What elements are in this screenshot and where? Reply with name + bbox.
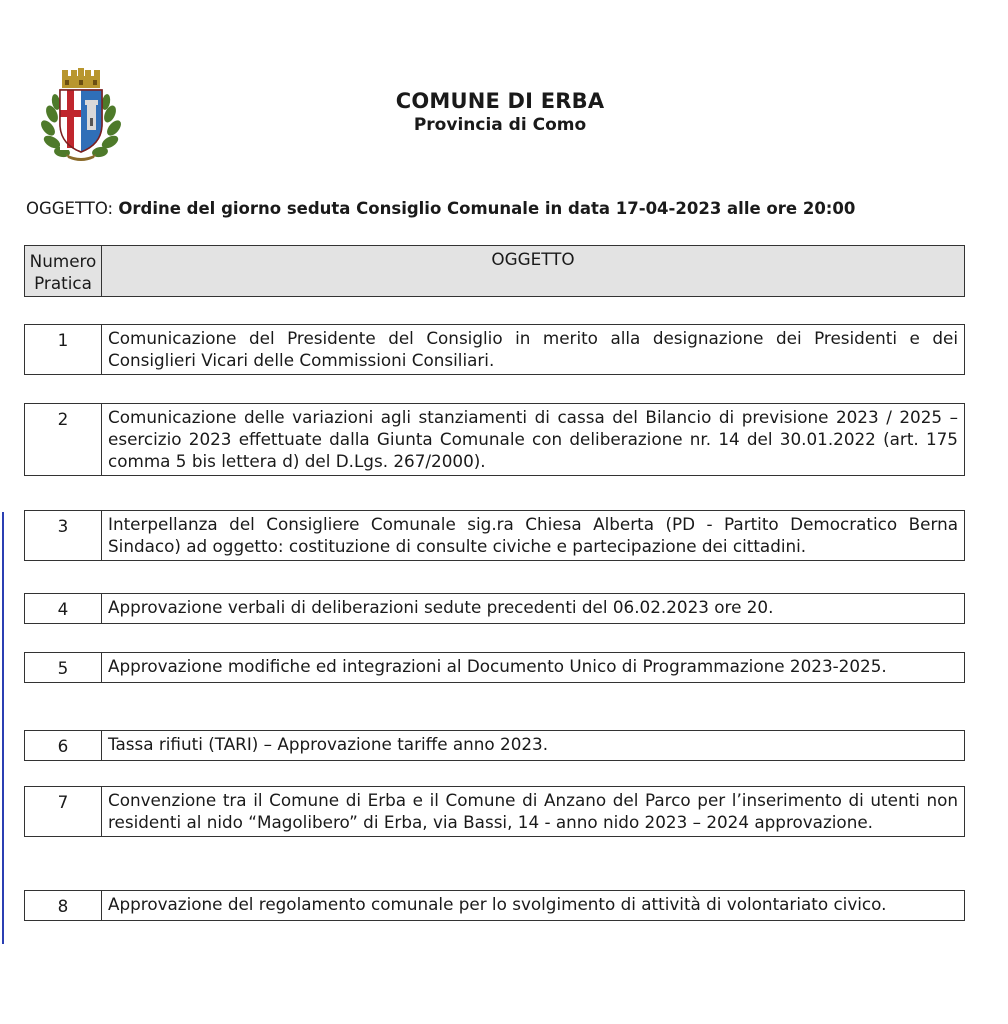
agenda-item-5 bbox=[24, 652, 965, 683]
coat-of-arms-icon bbox=[38, 66, 124, 162]
left-margin-rule bbox=[2, 512, 4, 944]
agenda-item-6 bbox=[24, 730, 965, 761]
subject-label: OGGETTO: bbox=[26, 199, 114, 218]
item-number: 5 bbox=[25, 653, 102, 683]
item-number: 4 bbox=[25, 594, 102, 624]
agenda-item-3 bbox=[24, 510, 965, 561]
item-text: Interpellanza del Consigliere Comunale sig.ra Chiesa Alberta (PD - Partito Democratico Berna Sindaco) ad oggetto: costituzione di consulte civiche e partecipazione dei cittadini. bbox=[102, 511, 965, 561]
agenda-item-1 bbox=[24, 324, 965, 375]
item-text: Comunicazione del Presidente del Consiglio in merito alla designazione dei Presidenti e dei Consiglieri Vicari delle Commissioni Consiliari. bbox=[102, 325, 965, 375]
item-number: 1 bbox=[25, 325, 102, 375]
item-number: 8 bbox=[25, 891, 102, 921]
subject-line bbox=[26, 199, 855, 218]
header-oggetto: OGGETTO bbox=[102, 246, 965, 297]
item-text: Convenzione tra il Comune di Erba e il Comune di Anzano del Parco per l’inserimento di utenti non residenti al nido “Magolibero” di Erba, via Bassi, 14 - anno nido 2023 – 2024 approvazione. bbox=[102, 787, 965, 837]
agenda-item-2 bbox=[24, 403, 965, 476]
agenda-table-header bbox=[24, 245, 965, 297]
item-text: Comunicazione delle variazioni agli stanziamenti di cassa del Bilancio di previsione 2023 / 2025 – esercizio 2023 effettuate dalla Giunta Comunale con deliberazione nr. 14 del 30.01.2022 (art. 175 comma 5 bis lettera d) del D.Lgs. 267/2000). bbox=[102, 404, 965, 476]
subject-text: Ordine del giorno seduta Consiglio Comunale in data 17-04-2023 alle ore 20:00 bbox=[118, 199, 856, 218]
item-text: Approvazione verbali di deliberazioni sedute precedenti del 06.02.2023 ore 20. bbox=[102, 594, 965, 624]
item-number: 2 bbox=[25, 404, 102, 476]
agenda-item-4 bbox=[24, 593, 965, 624]
agenda-item-7 bbox=[24, 786, 965, 837]
item-number: 6 bbox=[25, 731, 102, 761]
municipality-name: COMUNE DI ERBA bbox=[395, 89, 605, 113]
province-name: Provincia di Como bbox=[413, 115, 587, 135]
item-number: 3 bbox=[25, 511, 102, 561]
header-numero: Numero bbox=[29, 251, 97, 271]
item-number: 7 bbox=[25, 787, 102, 837]
document-header bbox=[300, 88, 700, 136]
item-text: Tassa rifiuti (TARI) – Approvazione tariffe anno 2023. bbox=[102, 731, 965, 761]
header-numero-pratica bbox=[25, 246, 102, 297]
item-text: Approvazione del regolamento comunale per lo svolgimento di attività di volontariato civico. bbox=[102, 891, 965, 921]
agenda-item-8 bbox=[24, 890, 965, 921]
header-pratica: Pratica bbox=[34, 273, 92, 293]
item-text: Approvazione modifiche ed integrazioni al Documento Unico di Programmazione 2023-2025. bbox=[102, 653, 965, 683]
